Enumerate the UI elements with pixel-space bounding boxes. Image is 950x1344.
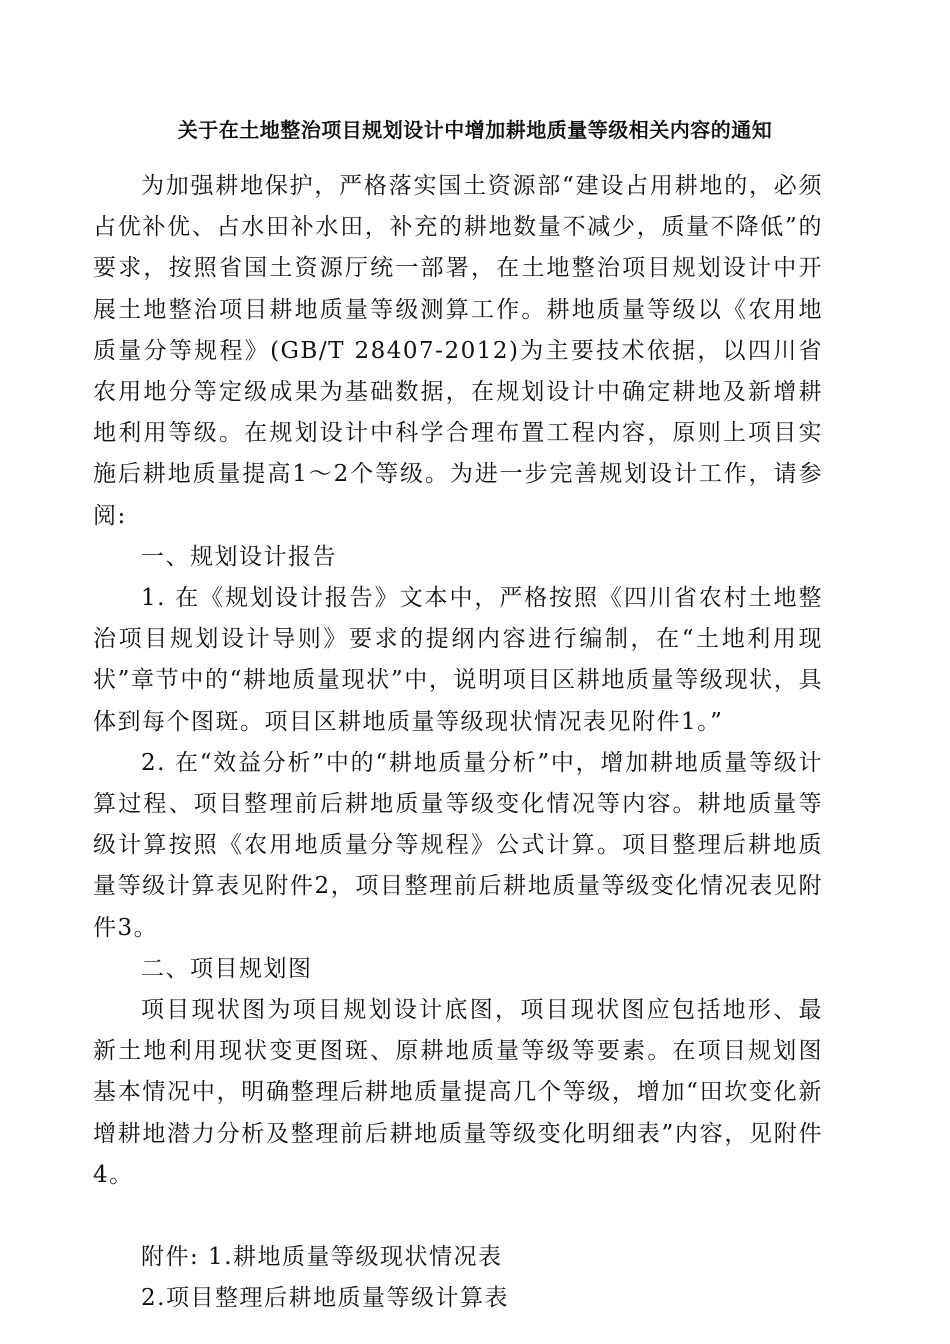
section-heading-report: 一、规划设计报告 xyxy=(141,543,337,570)
document-title: 关于在土地整治项目规划设计中增加耕地质量等级相关内容的通知 xyxy=(177,118,773,142)
document-body xyxy=(93,166,823,1320)
map-paragraph: 项目现状图为项目规划设计底图，项目现状图应包括地形、最新土地利用现状变更图斑、原耕地质量等级等要素。在项目规划图基本情况中，明确整理后耕地质量提高几个等级，增加“田坎变化新增耕地潜力分析及整理前后耕地质量等级变化明细表”内容，见附件4。 xyxy=(93,997,823,1188)
attachment-line-2: 2.项目整理后耕地质量等级计算表 xyxy=(141,1285,509,1312)
item-2-paragraph: 2. 在“效益分析”中的“耕地质量分析”中，增加耕地质量等级计算过程、项目整理前后耕地质量等级变化情况等内容。耕地质量等级计算按照《农用地质量分等规程》公式计算。项目整理后耕地质量等级计算表见附件2，项目整理前后耕地质量等级变化情况表见附件3。 xyxy=(93,749,823,941)
intro-paragraph: 为加强耕地保护，严格落实国土资源部“建设占用耕地的，必须占优补优、占水田补水田，补充的耕地数量不减少，质量不降低”的要求，按照省国土资源厅统一部署，在土地整治项目规划设计中开展土地整治项目耕地质量等级测算工作。耕地质量等级以《农用地质量分等规程》(GB/T 28407-2012)为主要技术依据，以四川省农用地分等定级成果为基础数据，在规划设计中确定耕地及新增耕地利用等级。在规划设计中科学合理布置工程内容，原则上项目实施后耕地质量提高1～2个等级。为进一步完善规划设计工作，请参阅: xyxy=(93,173,823,529)
section-heading-map: 二、项目规划图 xyxy=(141,955,313,982)
attachment-line-1: 附件: 1.耕地质量等级现状情况表 xyxy=(141,1244,503,1271)
item-1-paragraph: 1. 在《规划设计报告》文本中，严格按照《四川省农村土地整治项目规划设计导则》要求的提纲内容进行编制，在“土地利用现状”章节中的“耕地质量现状”中，说明项目区耕地质量等级现状，具体到每个图斑。项目区耕地质量等级现状情况表见附件1。” xyxy=(93,585,823,735)
